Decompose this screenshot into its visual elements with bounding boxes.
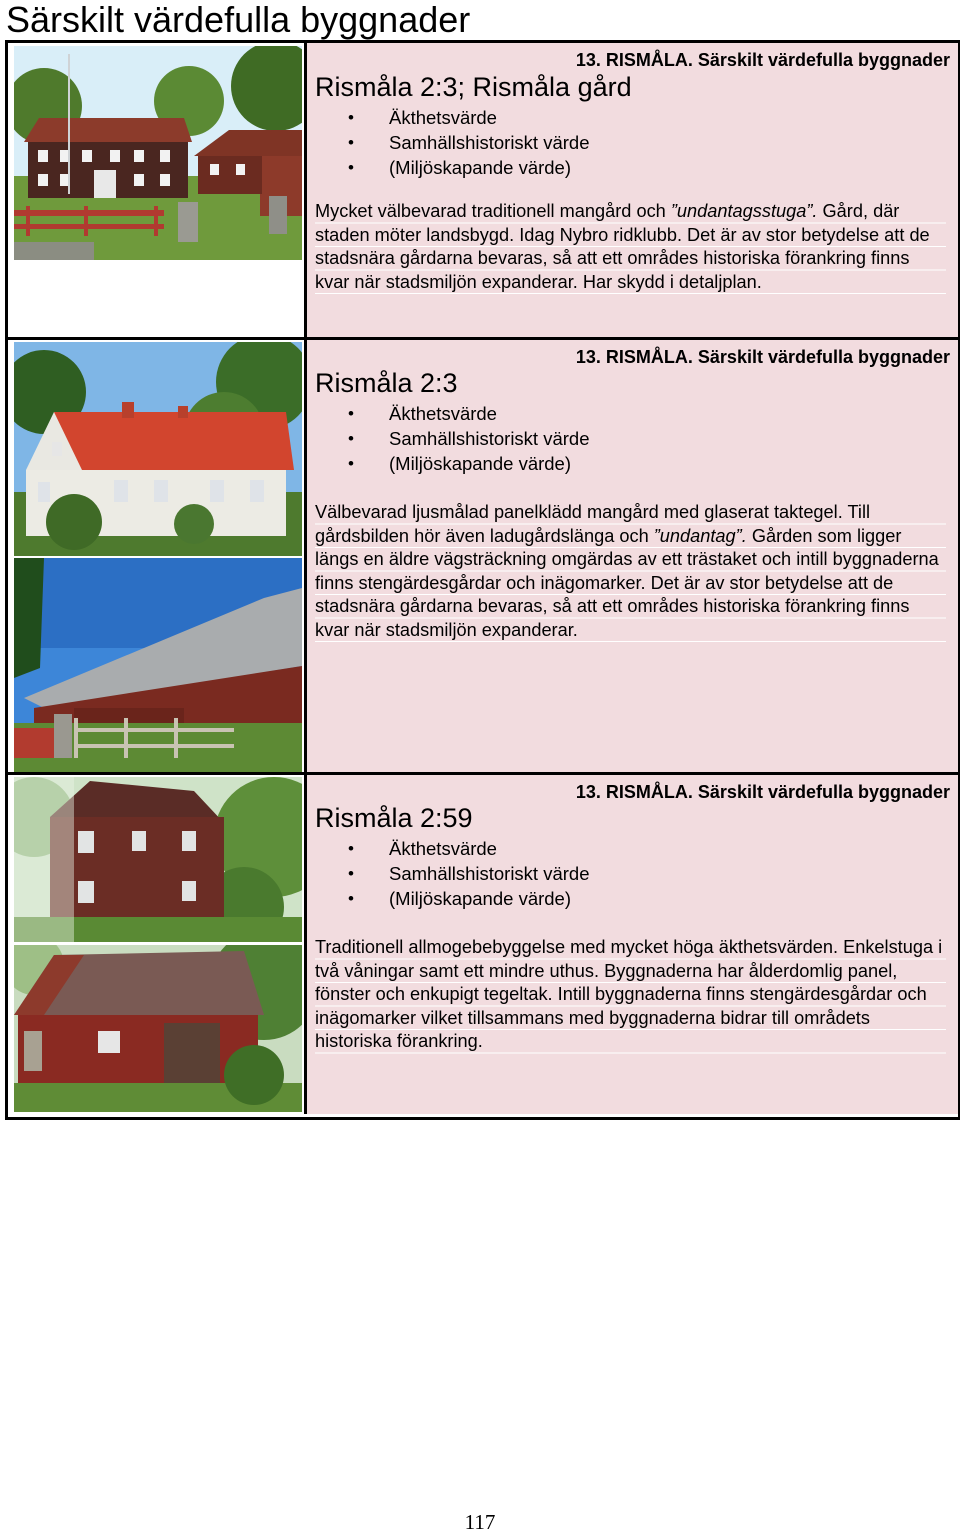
value-item: • (Miljöskapande värde) bbox=[315, 886, 590, 911]
value-item: • (Miljöskapande värde) bbox=[315, 451, 590, 476]
value-item: • Samhällshistoriskt värde bbox=[315, 130, 590, 155]
entry-row-rismala-2-3 bbox=[8, 340, 958, 775]
description-text: Välbevarad ljusmålad panelklädd mangård med glaserat taktegel. Till gårdsbilden hör även ladugårdslänga och bbox=[315, 502, 871, 546]
entry-description bbox=[315, 200, 946, 294]
photo-rismala-2-59-house bbox=[14, 777, 302, 942]
entry-text-panel bbox=[307, 775, 958, 1114]
entry-description bbox=[315, 936, 946, 1054]
entry-heading: Rismåla 2:59 bbox=[315, 803, 473, 833]
value-item: • Samhällshistoriskt värde bbox=[315, 861, 590, 886]
chapter-label: 13. RISMÅLA. Särskilt värdefulla byggnader bbox=[575, 782, 950, 802]
entry-row-rismala-2-59 bbox=[8, 775, 958, 1114]
photo-rismala-2-3-barn bbox=[14, 558, 302, 772]
description-italic-text: ”undantagsstuga”. bbox=[670, 201, 818, 221]
page-number: 117 bbox=[464, 1510, 496, 1534]
value-item: • (Miljöskapande värde) bbox=[315, 155, 590, 180]
description-text: Traditionell allmogebebyggelse med mycket höga äkthetsvärden. Enkelstuga i två våningar samt ett mindre uthus. Byggnaderna har ålderdomlig panel, fönster och enkupigt tegeltak. Intill byggnaderna finns stengärdesgårdar och inägomarker vilket tillsammans med byggnaderna bidrar till områdets historiska förankring. bbox=[315, 937, 943, 1051]
value-item: • Samhällshistoriskt värde bbox=[315, 426, 590, 451]
page-title: Särskilt värdefulla byggnader bbox=[6, 0, 471, 40]
entry-heading: Rismåla 2:3 bbox=[315, 368, 458, 398]
value-list bbox=[315, 105, 590, 180]
value-list bbox=[315, 836, 590, 911]
value-item: • Äkthetsvärde bbox=[315, 836, 590, 861]
description-text: Gård, där staden möter landsbygd. Idag Nybro ridklubb. Det är av stor betydelse att de stadsnära gårdarna bevaras, så att ett områdes historiska förankring finns kvar när stadsmiljön expanderar. Har skydd i detaljplan. bbox=[315, 201, 930, 292]
entry-row-rismala-2-3-gard bbox=[8, 43, 958, 340]
photo-rismala-gard bbox=[14, 46, 302, 260]
entry-text-panel bbox=[307, 43, 958, 337]
chapter-label: 13. RISMÅLA. Särskilt värdefulla byggnader bbox=[575, 50, 950, 70]
entry-description bbox=[315, 501, 946, 642]
value-list bbox=[315, 401, 590, 476]
photo-column bbox=[8, 43, 307, 337]
photo-rismala-2-3-main-house bbox=[14, 342, 302, 556]
description-text: Mycket välbevarad traditionell mangård och bbox=[315, 201, 671, 221]
entry-text-panel bbox=[307, 340, 958, 772]
chapter-label: 13. RISMÅLA. Särskilt värdefulla byggnader bbox=[575, 347, 950, 367]
entry-heading: Rismåla 2:3; Rismåla gård bbox=[315, 72, 632, 102]
description-italic-text: ”undantag”. bbox=[653, 525, 747, 546]
value-item: • Äkthetsvärde bbox=[315, 401, 590, 426]
photo-rismala-2-59-outhouse bbox=[14, 945, 302, 1112]
value-item: • Äkthetsvärde bbox=[315, 105, 590, 130]
buildings-table bbox=[5, 40, 960, 1120]
photo-column bbox=[8, 775, 307, 1114]
description-text: Gården som ligger längs en äldre vägsträckning omgärdas av ett trästaket och intill byggnaderna finns stengärdesgårdar och inägomarker. Det är av stor betydelse att de stadsnära gårdarna bevaras, så att ett områdes historiska förankring finns kvar när stadsmiljön expanderar. bbox=[315, 525, 939, 640]
photo-column bbox=[8, 340, 307, 772]
